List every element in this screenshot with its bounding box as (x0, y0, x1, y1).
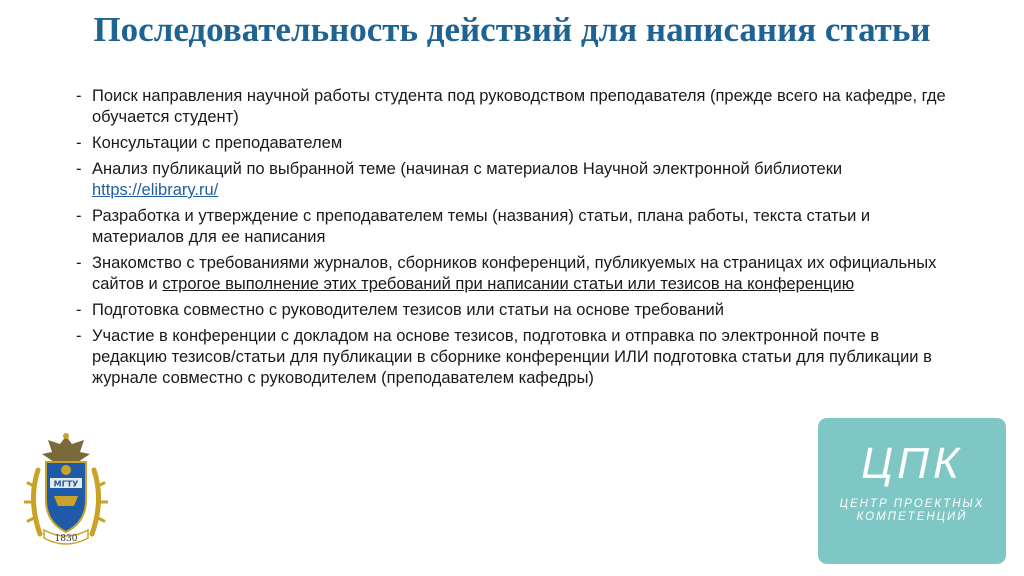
steps-list (76, 86, 956, 394)
list-item (76, 253, 956, 295)
elibrary-link[interactable]: https://elibrary.ru/ (92, 181, 219, 199)
university-emblem-icon (24, 430, 108, 556)
bullet-dash: - (76, 207, 82, 225)
bullet-dash: - (76, 87, 82, 105)
emblem-year: 1830 (54, 534, 78, 544)
emblem-letters: МГТУ (53, 479, 79, 489)
item-text: Разработка и утверждение с преподавателем темы (названия) статьи, плана работы, текста статьи и материалов для ее написания (92, 207, 871, 246)
cpk-logo-subtitle-line-2: КОМПЕТЕНЦИЙ (856, 511, 968, 523)
bullet-dash: - (76, 254, 82, 272)
cpk-logo (818, 418, 1006, 564)
list-item (76, 326, 956, 389)
item-text: Знакомство с требованиями журналов, сборников конференций, публикуемых на страницах их официальных сайтов и (92, 254, 937, 293)
bullet-dash: - (76, 301, 82, 319)
list-item (76, 206, 956, 248)
list-item (76, 300, 956, 321)
list-item (76, 159, 956, 201)
slide-title: Последовательность действий для написания статьи (93, 10, 931, 49)
bullet-dash: - (76, 134, 82, 152)
list-item (76, 133, 956, 154)
cpk-logo-main: ЦПК (861, 439, 963, 488)
bullet-dash: - (76, 160, 82, 178)
underlined-text: строгое выполнение этих требований при написании статьи или тезисов на конференцию (162, 275, 855, 293)
bullet-dash: - (76, 327, 82, 345)
item-text: Анализ публикаций по выбранной теме (начиная с материалов Научной электронной библиотеки (92, 160, 843, 178)
item-text: Участие в конференции с докладом на основе тезисов, подготовка и отправка по электронной почте в редакцию тезисов/статьи для публикации в сборнике конференции ИЛИ подготовка статьи для публикации в журнале совместно с руководителем (преподавателем кафедры) (92, 327, 932, 387)
cpk-logo-subtitle (818, 498, 1006, 524)
item-text: Подготовка совместно с руководителем тезисов или статьи на основе требований (92, 301, 724, 319)
cpk-logo-subtitle-line-1: ЦЕНТР ПРОЕКТНЫХ (839, 498, 985, 510)
item-text: Консультации с преподавателем (92, 134, 343, 152)
list-item (76, 86, 956, 128)
item-text: Поиск направления научной работы студента под руководством преподавателя (прежде всего на кафедре, где обучается студент) (92, 87, 946, 126)
